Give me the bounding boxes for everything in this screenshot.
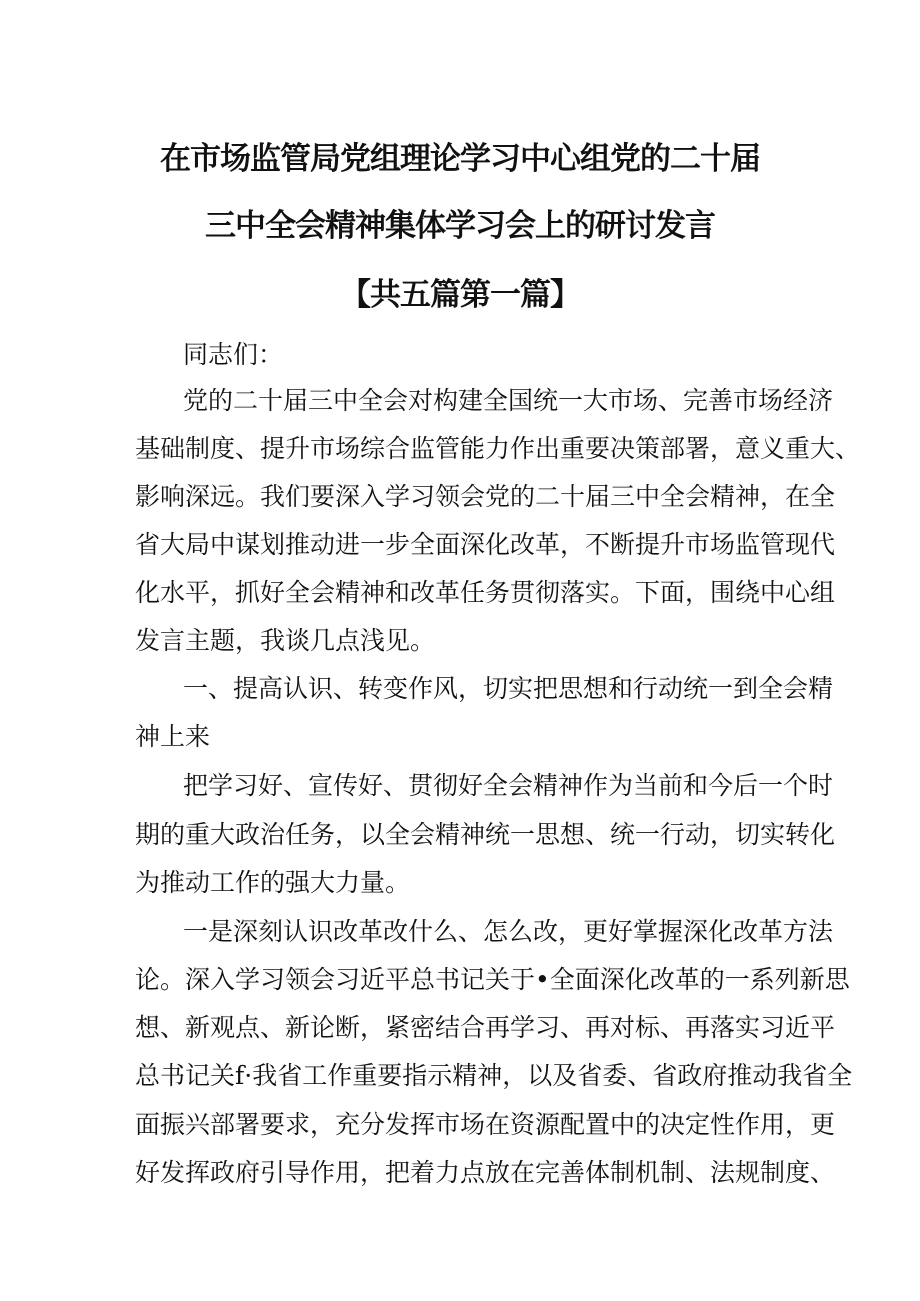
body-line: 一是深刻认识改革改什么、怎么改，更好掌握深化改革方法 (183, 917, 834, 946)
body-line: 发言主题，我谈几点浅见。 (135, 626, 436, 655)
body-line: 省大局中谋划推动进一步全面深化改革，不断提升市场监管现代 (135, 530, 836, 559)
section-heading: 一、提高认识、转变作风，切实把思想和行动统一到全会精 (183, 674, 834, 703)
body-line: 影响深远。我们要深入学习领会党的二十届三中全会精神，在全 (135, 482, 836, 511)
section-heading: 神上来 (135, 722, 211, 751)
body-line: 把学习好、宣传好、贯彻好全会精神作为当前和今后一个时 (183, 771, 834, 800)
salutation: 同志们： (183, 340, 284, 369)
document-title-line-1: 在市场监管局党组理论学习中心组党的二十届 (160, 141, 760, 177)
body-line: 为推动工作的强大力量。 (135, 868, 411, 897)
document-title-line-2: 三中全会精神集体学习会上的研讨发言 (205, 208, 715, 244)
body-line: 总书记关f·我省工作重要指示精神，以及省委、省政府推动我省全 (135, 1061, 853, 1090)
body-line: 化水平，抓好全会精神和改革任务贯彻落实。下面，围绕中心组 (135, 578, 836, 607)
body-line: 面振兴部署要求，充分发挥市场在资源配置中的决定性作用，更 (135, 1110, 836, 1139)
document-subtitle: 【共五篇第一篇】 (340, 277, 580, 313)
body-line: 党的二十届三中全会对构建全国统一大市场、完善市场经济 (183, 386, 834, 415)
body-line: 论。深入学习领会习近平总书记关于•全面深化改革的一系列新思 (135, 965, 850, 994)
body-line: 期的重大政治任务，以全会精神统一思想、统一行动，切实转化 (135, 820, 836, 849)
body-line: 好发挥政府引导作用，把着力点放在完善体制机制、法规制度、 (135, 1158, 836, 1187)
body-line: 基础制度、提升市场综合监管能力作出重要决策部署，意义重大、 (135, 434, 861, 463)
body-line: 想、新观点、新论断，紧密结合再学习、再对标、再落实习近平 (135, 1013, 836, 1042)
